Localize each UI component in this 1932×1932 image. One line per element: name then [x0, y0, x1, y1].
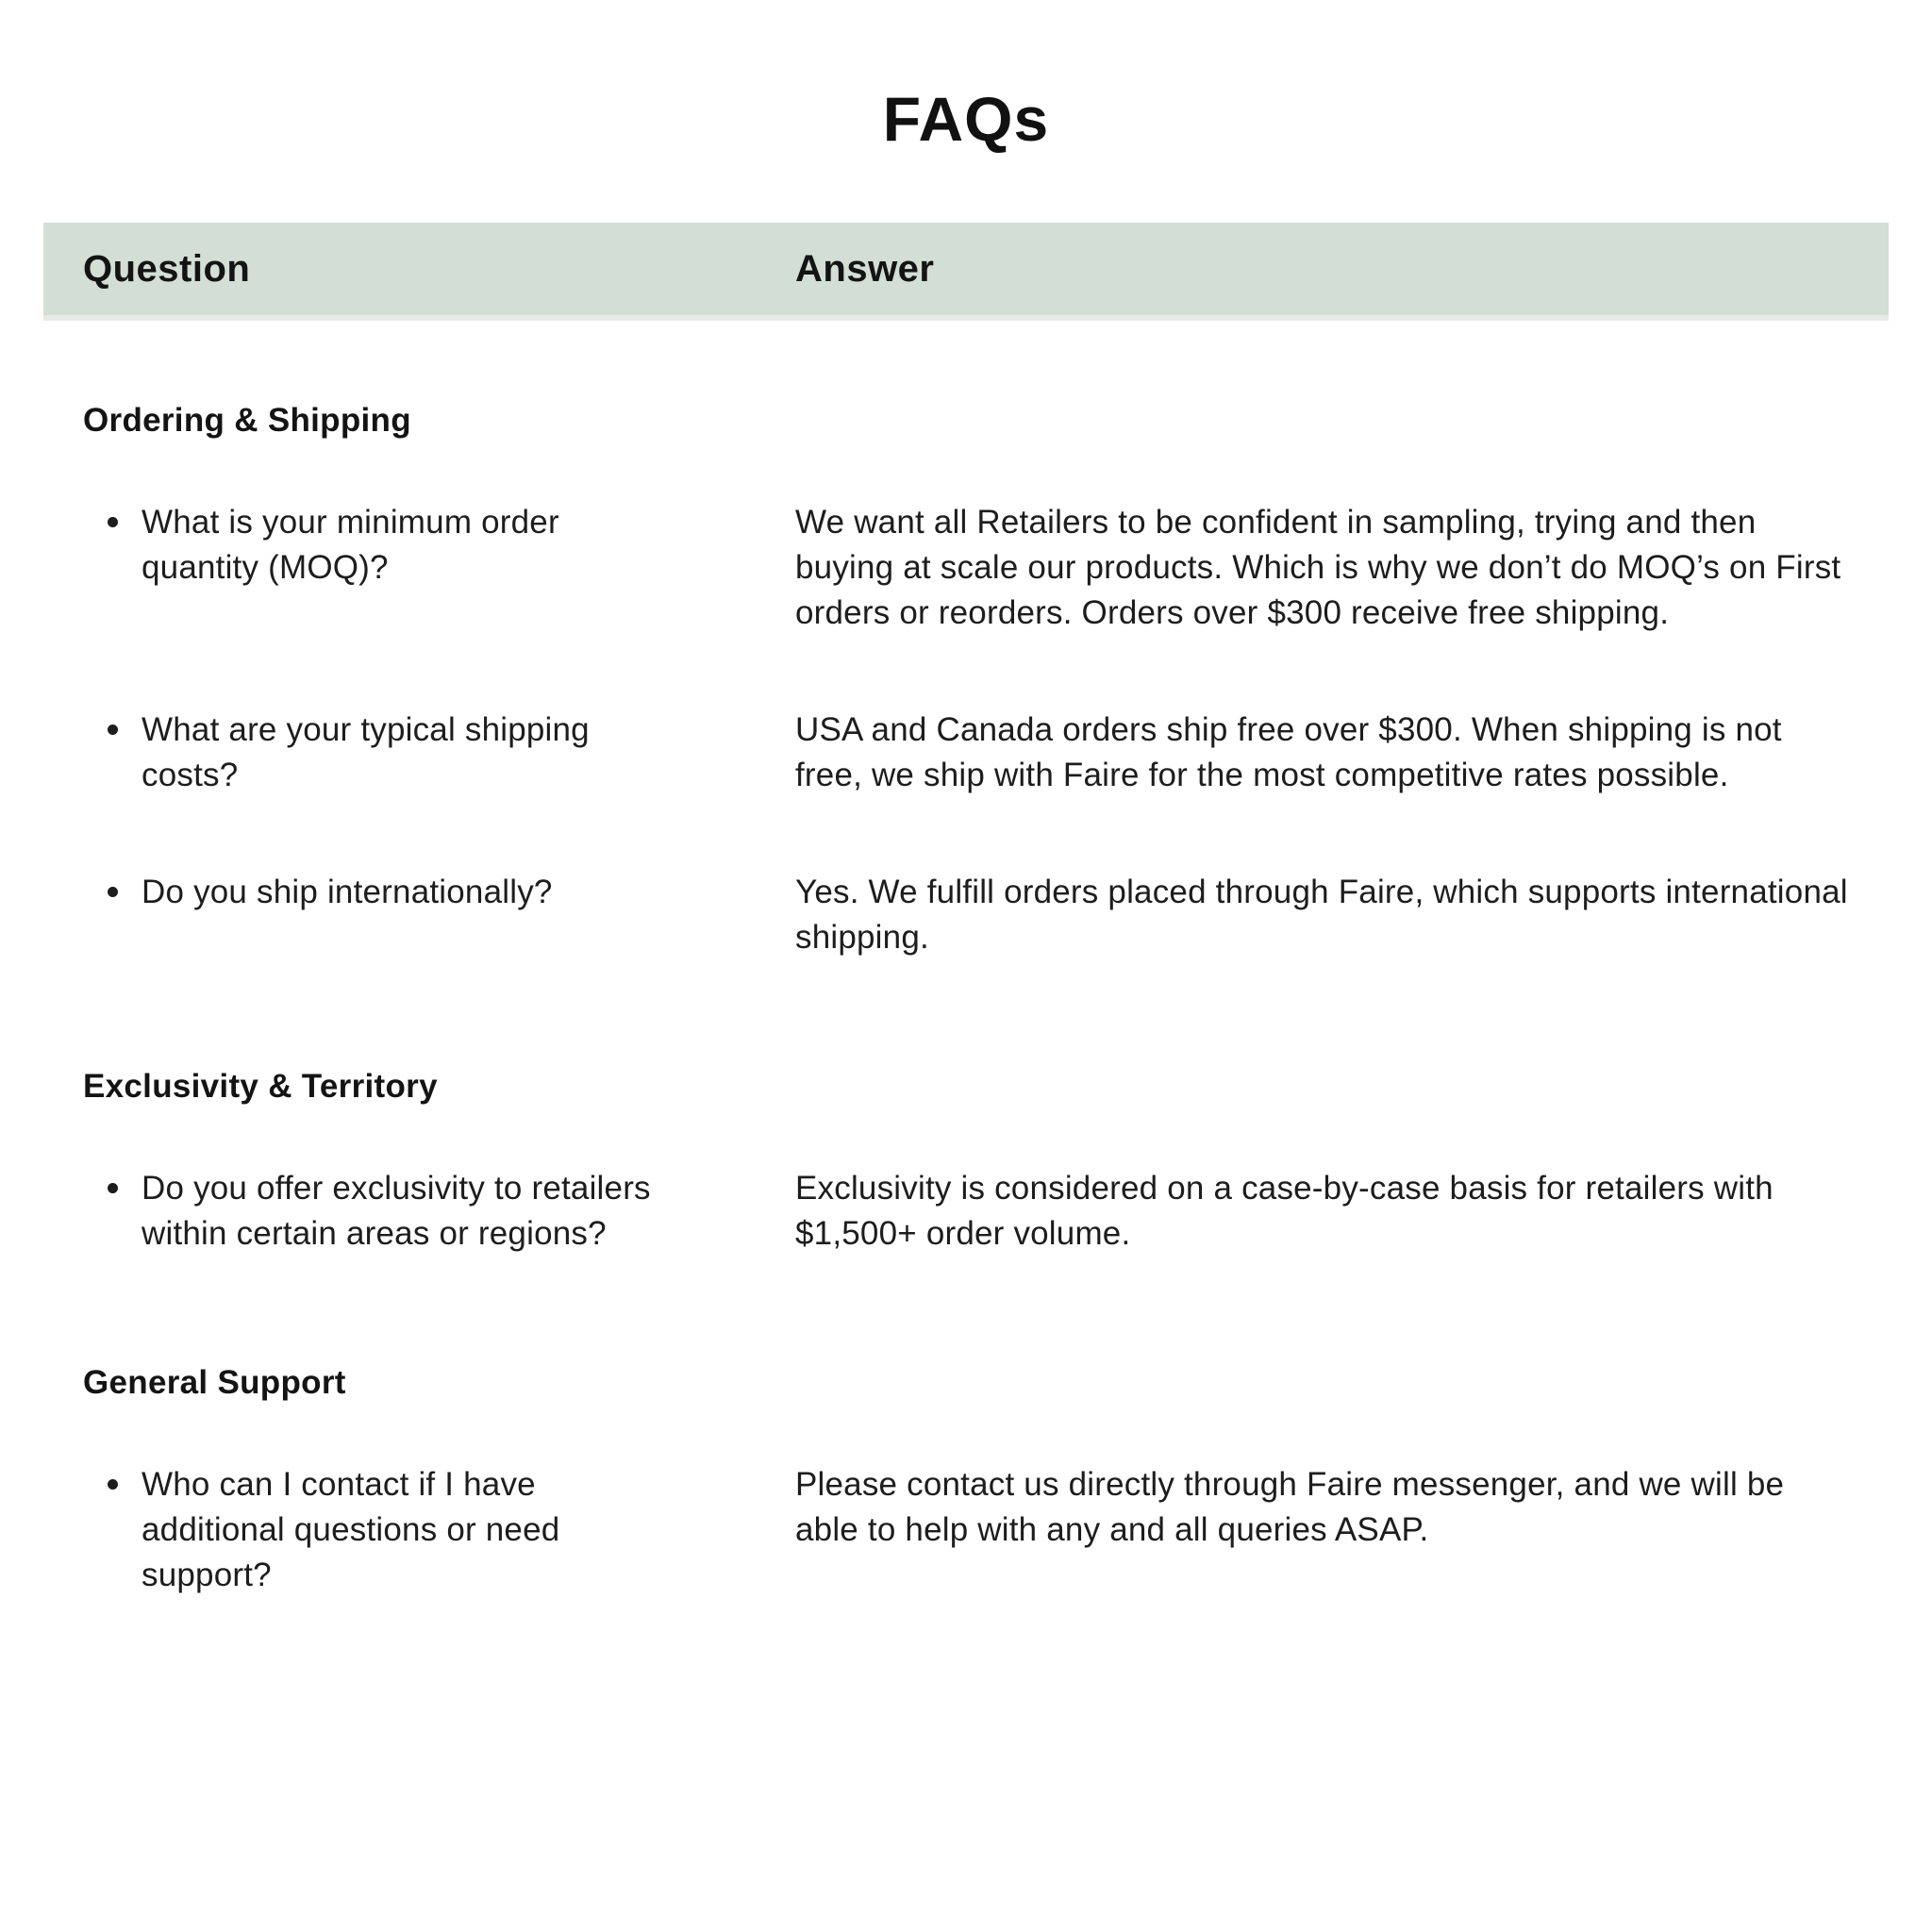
- page-title: FAQs: [882, 84, 1050, 154]
- section-heading: Exclusivity & Territory: [83, 1068, 438, 1105]
- question-text: Do you ship internationally?: [142, 874, 553, 910]
- section-ordering-shipping: [0, 400, 1932, 960]
- question-text: What is your minimum order quantity (MOQ)?: [142, 504, 559, 586]
- bullet-icon: [108, 517, 118, 527]
- answer-text: We want all Retailers to be confident in sampling, trying and then buying at scale our products. Which is why we don’t do MOQ’s on First orders or reorders. Orders over $300 receive free shipping.: [795, 504, 1841, 631]
- bullet-icon: [108, 1479, 118, 1490]
- bullet-icon: [108, 724, 118, 735]
- answer-text: Yes. We fulfill orders placed through Faire, which supports international shipping.: [795, 874, 1848, 956]
- answer-text: Please contact us directly through Faire messenger, and we will be able to help with any and all queries ASAP.: [795, 1466, 1785, 1548]
- question-text: What are your typical shipping costs?: [142, 711, 590, 793]
- section-exclusivity-territory: [0, 1066, 1932, 1257]
- faq-row: [83, 708, 1932, 798]
- question-column-header: Question: [83, 247, 251, 290]
- section-heading: General Support: [83, 1364, 346, 1401]
- question-cell: [83, 500, 795, 636]
- question-text: Do you offer exclusivity to retailers within certain areas or regions?: [142, 1170, 651, 1252]
- question-cell: [83, 870, 795, 960]
- bullet-icon: [108, 887, 118, 897]
- question-cell: [83, 1462, 795, 1598]
- faq-row: [83, 1166, 1932, 1257]
- answer-text: Exclusivity is considered on a case-by-case basis for retailers with $1,500+ order volume.: [795, 1170, 1774, 1252]
- faq-row: [83, 1462, 1932, 1598]
- section-general-support: [0, 1362, 1932, 1598]
- question-text: Who can I contact if I have additional questions or need support?: [142, 1466, 560, 1593]
- question-cell: [83, 708, 795, 798]
- section-heading: Ordering & Shipping: [83, 402, 411, 439]
- answer-column-header: Answer: [795, 247, 935, 290]
- question-cell: [83, 1166, 795, 1257]
- bullet-icon: [108, 1183, 118, 1193]
- answer-text: USA and Canada orders ship free over $300. When shipping is not free, we ship with Faire for the most competitive rates possible.: [795, 711, 1782, 793]
- table-header: [43, 223, 1889, 321]
- faq-row: [83, 500, 1932, 636]
- faq-row: [83, 870, 1932, 960]
